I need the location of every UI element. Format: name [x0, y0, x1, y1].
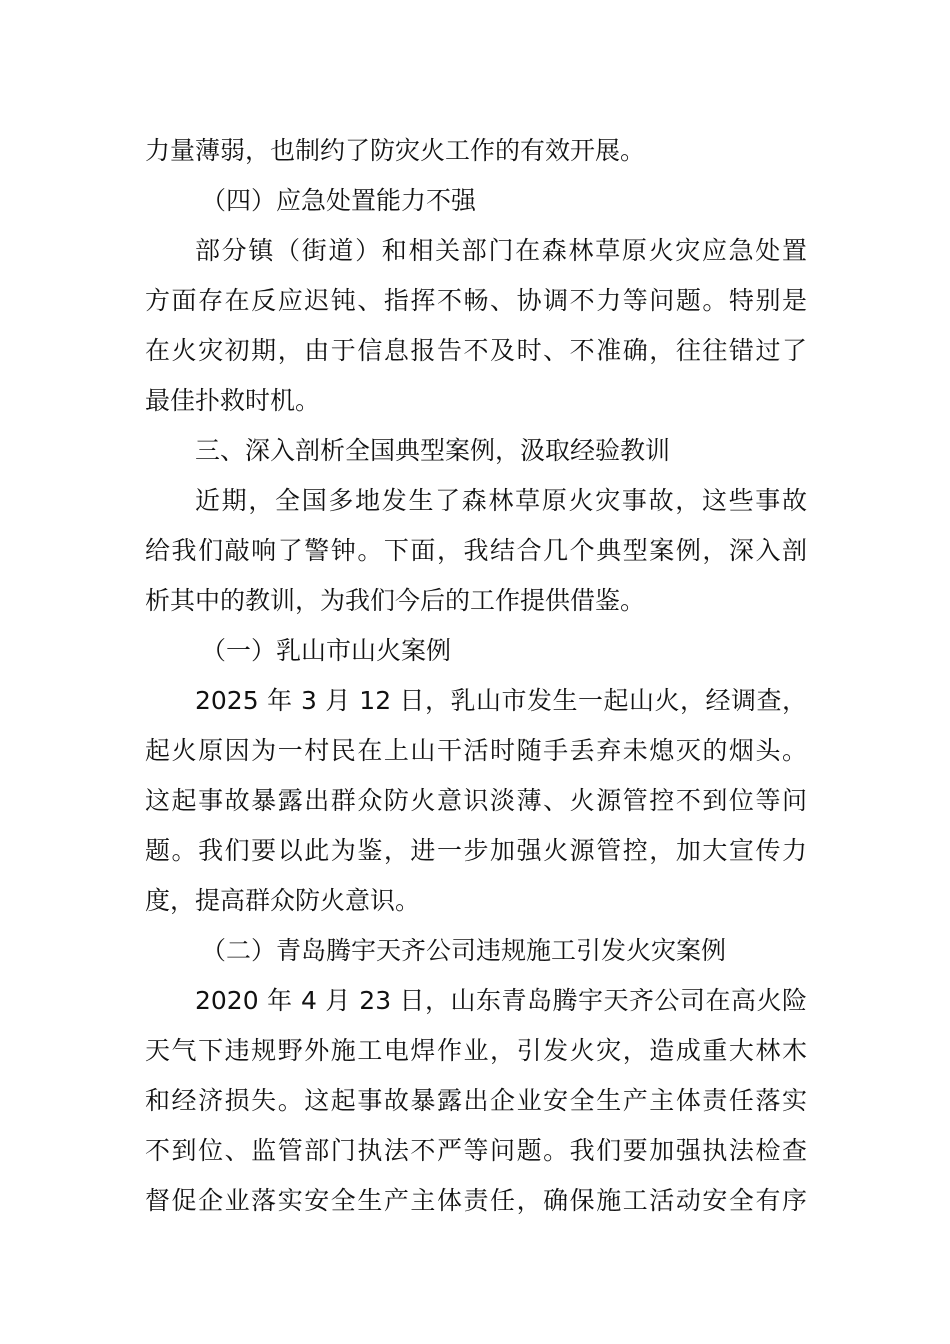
text-line: 督促企业落实安全生产主体责任，确保施工活动安全有序 [145, 1186, 807, 1215]
section-heading: （二）青岛腾宇天齐公司违规施工引发火灾案例 [201, 936, 727, 965]
text-line: 这起事故暴露出群众防火意识淡薄、火源管控不到位等问 [145, 786, 807, 815]
text-line: 力量薄弱，也制约了防灾火工作的有效开展。 [145, 136, 646, 165]
document-body [145, 126, 807, 1226]
chapter-heading: 三、深入剖析全国典型案例，汲取经验教训 [195, 436, 671, 465]
text-line: 最佳扑救时机。 [145, 386, 321, 415]
text-line: 天气下违规野外施工电焊作业，引发火灾，造成重大林木 [145, 1036, 807, 1065]
text-line: 题。我们要以此为鉴，进一步加强火源管控，加大宣传力 [145, 836, 807, 865]
section-heading: （一）乳山市山火案例 [201, 636, 452, 665]
text-line: 不到位、监管部门执法不严等问题。我们要加强执法检查 [145, 1136, 807, 1165]
paragraph-first-line: 近期，全国多地发生了森林草原火灾事故，这些事故 [195, 486, 807, 515]
text-line: 和经济损失。这起事故暴露出企业安全生产主体责任落实 [145, 1086, 807, 1115]
paragraph-first-line: 部分镇（街道）和相关部门在森林草原火灾应急处置 [195, 236, 807, 265]
section-heading: （四）应急处置能力不强 [201, 186, 477, 215]
text-line: 在火灾初期，由于信息报告不及时、不准确，往往错过了 [145, 336, 807, 365]
paragraph-first-line: 2020 年 4 月 23 日，山东青岛腾宇天齐公司在高火险 [195, 986, 807, 1015]
text-line: 给我们敲响了警钟。下面，我结合几个典型案例，深入剖 [145, 536, 807, 565]
paragraph-first-line: 2025 年 3 月 12 日，乳山市发生一起山火，经调查， [195, 686, 807, 715]
text-line: 度，提高群众防火意识。 [145, 886, 421, 915]
text-line: 方面存在反应迟钝、指挥不畅、协调不力等问题。特别是 [145, 286, 807, 315]
text-line: 起火原因为一村民在上山干活时随手丢弃未熄灭的烟头。 [145, 736, 807, 765]
text-line: 析其中的教训，为我们今后的工作提供借鉴。 [145, 586, 646, 615]
